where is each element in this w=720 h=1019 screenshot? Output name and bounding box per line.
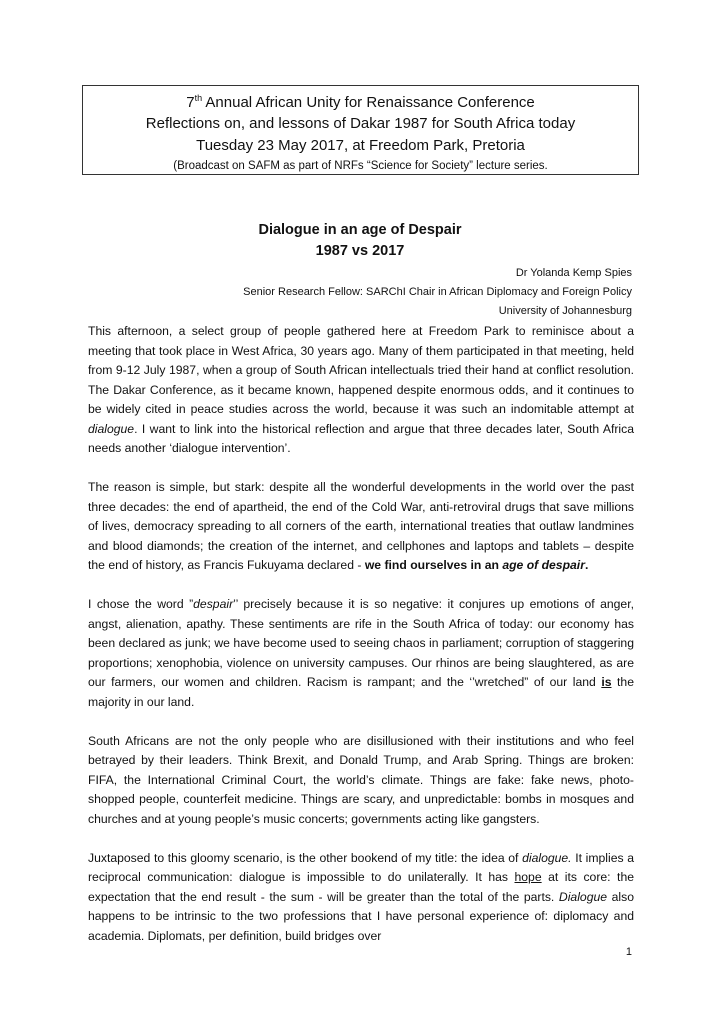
page-number: 1 xyxy=(625,946,632,958)
author-block xyxy=(243,264,632,321)
author-position: Senior Research Fellow: SARChI Chair in African Diplomacy and Foreign Policy xyxy=(243,286,632,298)
body-text xyxy=(88,322,634,946)
conference-header-box xyxy=(82,85,639,175)
conference-date-venue: Tuesday 23 May 2017, at Freedom Park, Pretoria xyxy=(196,137,525,154)
paragraph-2: The reason is simple, but stark: despite all the wonderful developments in the world over the past three decades: the end of apartheid, the end of the Cold War, anti-retroviral drugs that save millions of lives, democracy spreading to all corners of the earth, international treaties that outlaw landmines and blood diamonds; the creation of the internet, and cellphones and laptops and tablets – despite the end of history, as Francis Fukuyama declared - we find ourselves in an age of despair. xyxy=(88,480,634,572)
paper-title xyxy=(0,220,720,262)
conference-title: 7th Annual African Unity for Renaissance Conference xyxy=(186,93,535,111)
title-line-2: 1987 vs 2017 xyxy=(315,243,405,259)
author-institution: University of Johannesburg xyxy=(498,305,632,317)
title-line-1: Dialogue in an age of Despair xyxy=(258,222,462,238)
broadcast-note: (Broadcast on SAFM as part of NRFs “Science for Society” lecture series. xyxy=(173,160,548,172)
paragraph-1: This afternoon, a select group of people gathered here at Freedom Park to reminisce about a meeting that took place in West Africa, 30 years ago. Many of them participated in that meeting, held from 9-12 July 1987, when a group of South African intellectuals tried their hand at conflict resolution. The Dakar Conference, as it became known, happened despite enormous odds, and it continues to be widely cited in peace studies across the world, because it was such an indomitable attempt at dialogue. I want to link into the historical reflection and argue that three decades later, South Africa needs another ‘dialogue intervention’. xyxy=(88,324,634,455)
author-name: Dr Yolanda Kemp Spies xyxy=(515,267,632,279)
conference-subtitle: Reflections on, and lessons of Dakar 1987 for South Africa today xyxy=(145,115,576,132)
paragraph-3: I chose the word ”despair’’ precisely because it is so negative: it conjures up emotions of anger, angst, alienation, apathy. These sentiments are rife in the South Africa of today: our economy has been declared as junk; we have become used to seeing chaos in parliament; corruption of staggering proportions; xenophobia, violence on university campuses. Our rhinos are being slaughtered, as are our farmers, our women and children. Racism is rampant; and the ‘’wretched” of our land is the majority in our land. xyxy=(88,597,634,709)
paragraph-5: Juxtaposed to this gloomy scenario, is the other bookend of my title: the idea of dialogue. It implies a reciprocal communication: dialogue is impossible to do unilaterally. It has hope at its core: the expectation that the end result - the sum - will be greater than the total of the parts. Dialogue also happens to be intrinsic to the two professions that I have personal experience of: diplomacy and academia. Diplomats, per definition, build bridges over xyxy=(88,850,634,943)
paragraph-4: South Africans are not the only people who are disillusioned with their institutions and who feel betrayed by their leaders. Think Brexit, and Donald Trump, and Arab Spring. Things are broken: FIFA, the International Criminal Court, the world’s climate. Things are fake: fake news, photo-shopped people, counterfeit medicine. Things are scary, and unpredictable: bombs in mosques and churches and at young people’s music concerts; governments acting like gangsters. xyxy=(88,733,634,826)
